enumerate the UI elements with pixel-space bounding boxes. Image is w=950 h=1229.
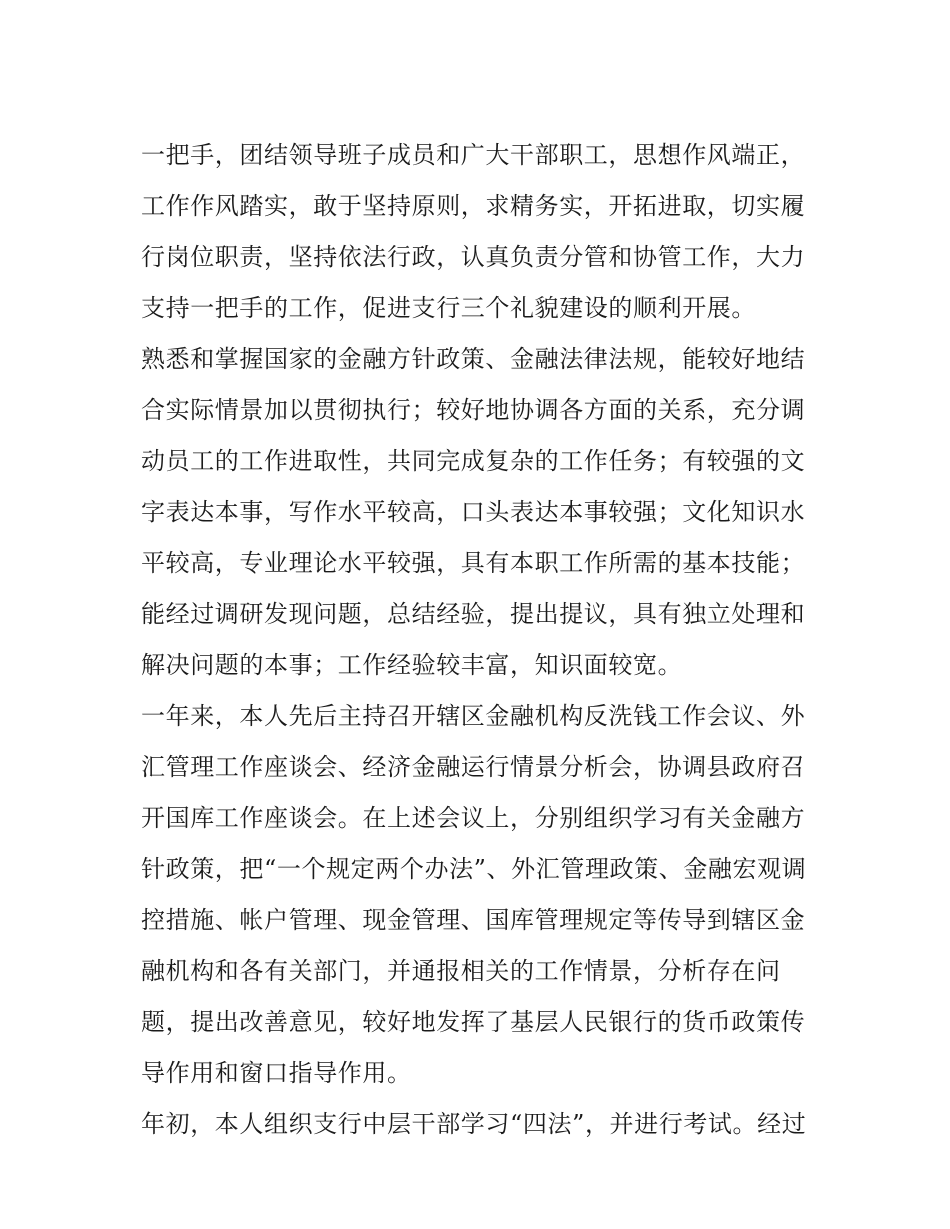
text-line: 年初，本人组织支行中层干部学习“四法”，并进行考试。经过 [141, 1110, 807, 1138]
text-line: 针政策，把“一个规定两个办法”、外汇管理政策、金融宏观调 [141, 855, 807, 883]
paragraph-abilities [141, 334, 821, 691]
text-line: 行岗位职责，坚持依法行政，认真负责分管和协管工作，大力 [141, 243, 806, 271]
text-line: 动员工的工作进取性，共同完成复杂的工作任务；有较强的文 [141, 447, 806, 475]
paragraph-study [141, 1099, 821, 1150]
text-line: 开国库工作座谈会。在上述会议上，分别组织学习有关金融方 [141, 804, 806, 832]
text-line: 支持一把手的工作，促进支行三个礼貌建设的顺利开展。 [141, 294, 756, 322]
document-body [141, 130, 821, 1150]
text-line: 字表达本事，写作水平较高，口头表达本事较强；文化知识水 [141, 498, 806, 526]
paragraph-leadership [141, 130, 821, 334]
text-line: 解决问题的本事；工作经验较丰富，知识面较宽。 [141, 651, 683, 679]
text-line: 合实际情景加以贯彻执行；较好地协调各方面的关系，充分调 [141, 396, 806, 424]
text-line: 题，提出改善意见，较好地发挥了基层人民银行的货币政策传 [141, 1008, 806, 1036]
text-line: 一年来，本人先后主持召开辖区金融机构反洗钱工作会议、外 [141, 702, 806, 730]
text-line: 融机构和各有关部门，并通报相关的工作情景，分析存在问 [141, 957, 781, 985]
text-line: 汇管理工作座谈会、经济金融运行情景分析会，协调县政府召 [141, 753, 806, 781]
paragraph-meetings [141, 691, 821, 1099]
text-line: 工作作风踏实，敢于坚持原则，求精务实，开拓进取，切实履 [141, 192, 806, 220]
text-line: 控措施、帐户管理、现金管理、国库管理规定等传导到辖区金 [141, 906, 806, 934]
text-line: 平较高，专业理论水平较强，具有本职工作所需的基本技能； [141, 549, 806, 577]
text-line: 一把手，团结领导班子成员和广大干部职工，思想作风端正， [141, 141, 806, 169]
text-line: 能经过调研发现问题，总结经验，提出提议，具有独立处理和 [141, 600, 806, 628]
text-line: 导作用和窗口指导作用。 [141, 1059, 412, 1087]
text-line: 熟悉和掌握国家的金融方针政策、金融法律法规，能较好地结 [141, 345, 806, 373]
